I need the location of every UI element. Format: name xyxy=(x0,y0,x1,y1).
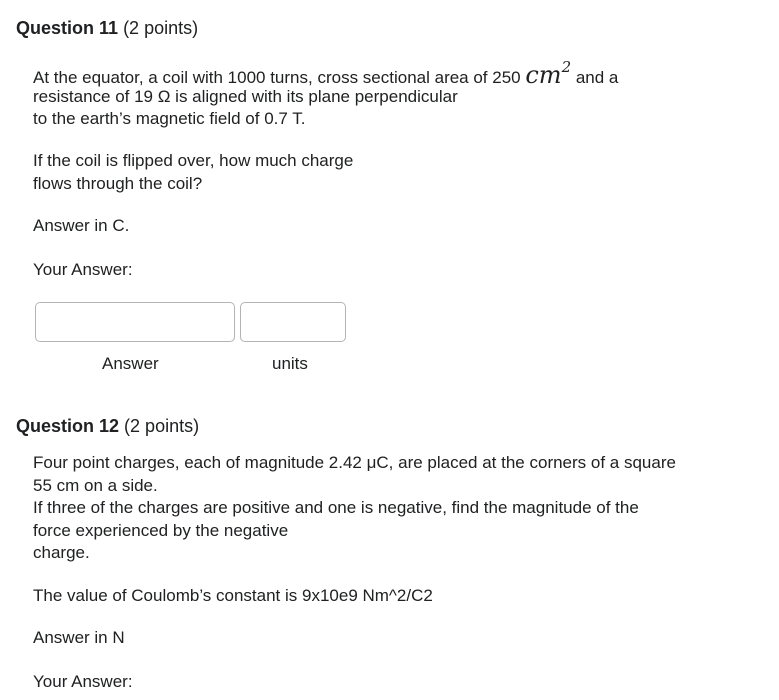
units-input[interactable] xyxy=(240,302,346,342)
question-11-points: (2 points) xyxy=(123,18,199,38)
question-12-your-answer-label: Your Answer: xyxy=(33,672,133,691)
question-11-answer-unit-note: Answer in C. xyxy=(33,216,130,235)
question-12-text-line-4: force experienced by the negative xyxy=(33,521,289,540)
question-12-number: Question 12 xyxy=(16,416,120,436)
units-input-label: units xyxy=(272,354,308,373)
coulomb-constant-note: The value of Coulomb’s constant is 9x10e9 Nm^2/C2 xyxy=(33,586,433,605)
question-11-title xyxy=(16,18,198,39)
question-11-number: Question 11 xyxy=(16,18,119,38)
question-12-text-line-2: 55 cm on a side. xyxy=(33,476,158,495)
answer-input[interactable] xyxy=(35,302,235,342)
area-unit-exponent: 2 xyxy=(561,58,572,76)
question-11-text-line-3: to the earth’s magnetic field of 0.7 T. xyxy=(33,109,306,128)
question-12-answer-unit-note: Answer in N xyxy=(33,628,125,647)
answer-input-label: Answer xyxy=(102,354,159,373)
question-11-your-answer-label: Your Answer: xyxy=(33,260,133,279)
question-11-text-line-5: flows through the coil? xyxy=(33,174,203,193)
question-11-text-line-1 xyxy=(33,60,618,89)
question-11-text-part-a: At the equator, a coil with 1000 turns, cross sectional area of 250 xyxy=(33,68,526,87)
area-unit xyxy=(525,58,572,89)
question-12-points: (2 points) xyxy=(124,416,200,436)
question-12-text-line-1: Four point charges, each of magnitude 2.42 μC, are placed at the corners of a square xyxy=(33,453,676,472)
question-11-text-line-2: resistance of 19 Ω is aligned with its plane perpendicular xyxy=(33,87,458,106)
question-12-text-line-3: If three of the charges are positive and one is negative, find the magnitude of the xyxy=(33,498,639,517)
question-12-text-line-5: charge. xyxy=(33,543,90,562)
question-12-title xyxy=(16,416,199,437)
question-11-text-part-b: and a xyxy=(571,68,619,87)
question-11-text-line-4: If the coil is flipped over, how much charge xyxy=(33,151,354,170)
area-unit-base: cm xyxy=(525,61,562,89)
